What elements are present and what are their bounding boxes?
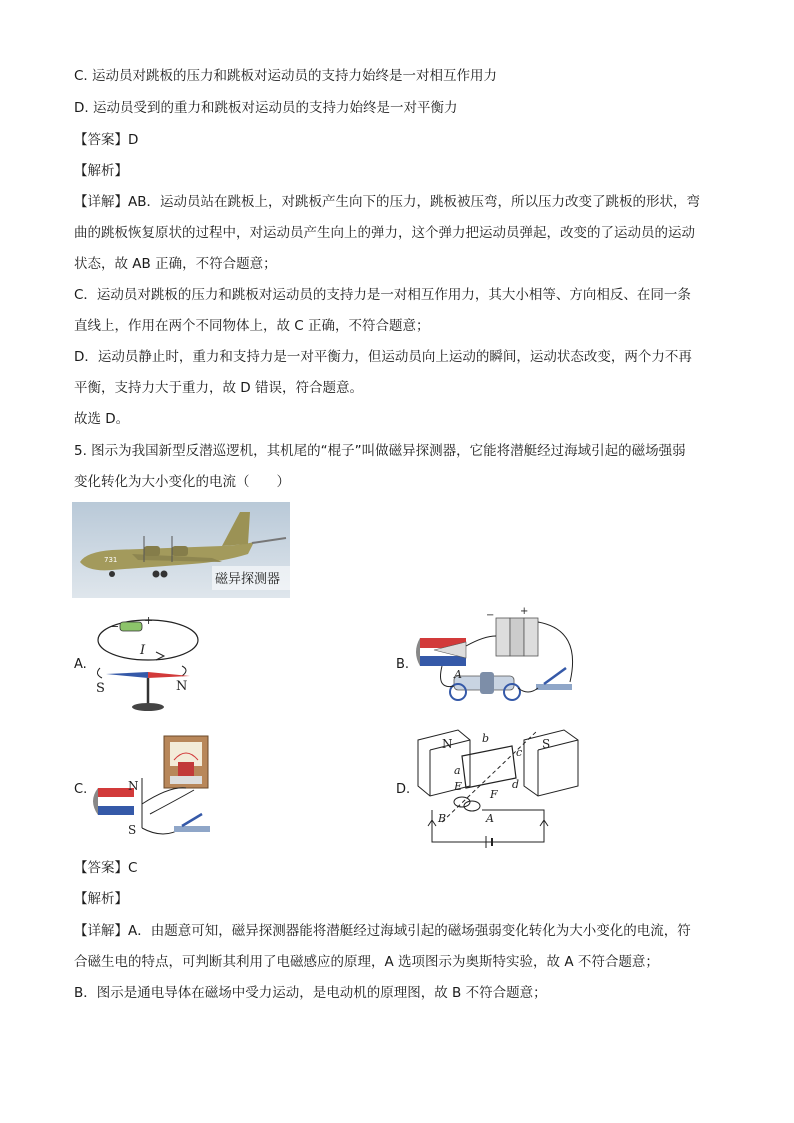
battery-plus: + bbox=[520, 606, 529, 617]
detail-line: D．运动员静止时，重力和支持力是一对平衡力，但运动员向上运动的瞬间，运动状态改变，两个力不再 bbox=[74, 349, 692, 365]
conclusion-line: 故选 D。 bbox=[74, 411, 130, 427]
option-b-label: B. bbox=[396, 657, 410, 672]
north-label: N bbox=[128, 779, 139, 793]
north-label: N bbox=[176, 679, 188, 694]
label-brush-b: B bbox=[438, 812, 447, 825]
option-c-label: C. bbox=[74, 782, 88, 797]
answer-label: 【答案】D bbox=[74, 132, 139, 148]
detail-line: 直线上，作用在两个不同物体上，故 C 正确，不符合题意； bbox=[74, 318, 430, 334]
label-d: d bbox=[512, 778, 520, 791]
label-a: a bbox=[454, 764, 461, 777]
north-label: N bbox=[442, 737, 453, 751]
question-5-text: 5. 图示为我国新型反潜巡逻机，其机尾的“棍子”叫做磁异探测器，它能将潜艇经过海域引起的磁场强弱 bbox=[74, 443, 686, 459]
option-c-text: C. 运动员对跳板的压力和跳板对运动员的支持力始终是一对相互作用力 bbox=[74, 68, 498, 84]
battery-plus: + bbox=[144, 614, 154, 627]
option-d-text: D. 运动员受到的重力和跳板对运动员的支持力始终是一对平衡力 bbox=[74, 100, 458, 116]
detail-line: 平衡，支持力大于重力，故 D 错误，符合题意。 bbox=[74, 380, 363, 396]
answer-label: 【答案】C bbox=[74, 860, 138, 876]
detail-line: 【详解】A．由题意可知，磁异探测器能将潜艇经过海域引起的磁场强弱变化转化为大小变化的电流，符 bbox=[74, 923, 691, 939]
south-label: S bbox=[96, 681, 105, 696]
label-b: b bbox=[482, 732, 490, 745]
option-a-label: A. bbox=[74, 657, 87, 672]
figure-option-b bbox=[414, 606, 584, 718]
label-c: c bbox=[516, 746, 523, 759]
south-label: S bbox=[542, 737, 551, 751]
figure-option-a bbox=[90, 612, 210, 716]
detail-line: 【详解】AB．运动员站在跳板上，对跳板产生向下的压力，跳板被压弯，所以压力改变了跳板的形状，弯 bbox=[74, 194, 700, 210]
question-5-text: 变化转化为大小变化的电流（ ） bbox=[74, 474, 290, 490]
rod-label: A bbox=[454, 668, 462, 681]
label-brush-a: A bbox=[486, 812, 494, 825]
analysis-label: 【解析】 bbox=[74, 891, 128, 907]
figure-option-d bbox=[412, 726, 582, 850]
analysis-label: 【解析】 bbox=[74, 163, 128, 179]
plane-number: 731 bbox=[104, 556, 118, 564]
south-label: S bbox=[128, 823, 137, 837]
detail-line: C．运动员对跳板的压力和跳板对运动员的支持力是一对相互作用力，其大小相等、方向相反、在同一条 bbox=[74, 287, 691, 303]
detail-line: 状态，故 AB 正确，不符合题意； bbox=[74, 256, 277, 272]
label-f: F bbox=[490, 788, 498, 801]
aircraft-photo bbox=[72, 502, 290, 598]
current-label: I bbox=[140, 643, 146, 658]
battery-minus: − bbox=[486, 610, 495, 621]
detail-line: 曲的跳板恢复原状的过程中，对运动员产生向上的弹力，这个弹力把运动员弹起，改变的了运动员的运动 bbox=[74, 225, 695, 241]
option-d-label: D. bbox=[396, 782, 411, 797]
label-e: E bbox=[454, 780, 463, 793]
battery-minus: − bbox=[110, 620, 120, 633]
photo-caption: 磁异探测器 bbox=[215, 572, 281, 587]
detail-line: 合磁生电的特点，可判断其利用了电磁感应的原理，A 选项图示为奥斯特实验，故 A 不符合题意； bbox=[74, 954, 659, 970]
detail-line: B．图示是通电导体在磁场中受力运动，是电动机的原理图，故 B 不符合题意； bbox=[74, 985, 547, 1001]
figure-option-c bbox=[90, 734, 220, 846]
